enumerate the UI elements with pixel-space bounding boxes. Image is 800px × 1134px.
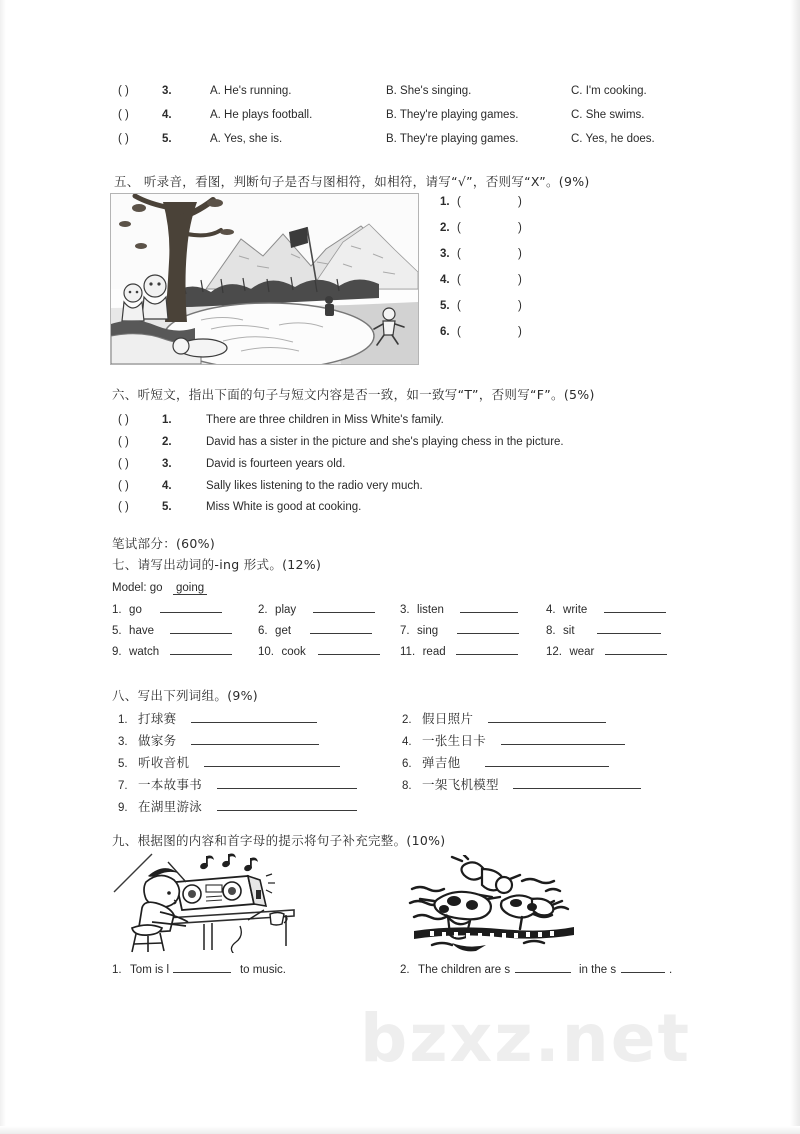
item-number: 1. xyxy=(112,604,122,616)
choice-a[interactable]: A. He's running. xyxy=(210,85,292,97)
answer-blank[interactable] xyxy=(204,755,340,767)
phrase-text: 一本故事书 xyxy=(138,777,203,792)
answer-blank[interactable] xyxy=(488,711,606,723)
answer-blank[interactable] xyxy=(605,643,667,655)
choice-b[interactable]: B. They're playing games. xyxy=(386,133,519,145)
answer-blank[interactable] xyxy=(604,601,666,613)
answer-bracket[interactable]: ( ) xyxy=(118,458,129,470)
item-number: 1. xyxy=(118,714,128,726)
section-nine-picture-left xyxy=(108,848,308,953)
item-number: 4. xyxy=(162,480,172,492)
phrase-item xyxy=(402,753,609,775)
item-number: 9. xyxy=(112,646,122,658)
sentence-before: Tom is l xyxy=(130,964,170,976)
sentence-after: . xyxy=(668,964,673,976)
verb-word: watch xyxy=(129,646,160,658)
item-number: 2. xyxy=(258,604,268,616)
answer-bracket[interactable]: ( ) xyxy=(118,414,129,426)
phrase-item xyxy=(118,775,357,797)
item-number: 7. xyxy=(400,625,410,637)
verb-word: play xyxy=(275,604,297,616)
item-number: 5. xyxy=(440,300,450,312)
answer-blank[interactable] xyxy=(457,622,519,634)
statement-text: David is fourteen years old. xyxy=(206,458,346,470)
phrase-item xyxy=(402,709,606,731)
verb-word: write xyxy=(563,604,588,616)
phrase-item xyxy=(118,797,357,819)
answer-bracket[interactable]: ( ) xyxy=(118,109,129,121)
verb-item xyxy=(546,642,667,662)
bracket-open[interactable]: ( xyxy=(457,248,461,260)
verb-item xyxy=(258,642,380,662)
answer-blank[interactable] xyxy=(501,733,625,745)
item-number: 5. xyxy=(162,133,172,145)
item-number: 10. xyxy=(258,646,274,658)
choice-c[interactable]: C. Yes, he does. xyxy=(571,133,655,145)
answer-blank[interactable] xyxy=(173,961,231,973)
answer-blank[interactable] xyxy=(217,777,357,789)
item-number: 8. xyxy=(402,780,412,792)
sentence-before: The children are s xyxy=(418,964,511,976)
item-number: 4. xyxy=(546,604,556,616)
item-number: 5. xyxy=(118,758,128,770)
model-line xyxy=(112,578,207,596)
bracket-open[interactable]: ( xyxy=(457,326,461,338)
item-number: 2. xyxy=(400,964,410,976)
park-lake-scene-icon xyxy=(111,194,418,364)
item-number: 3. xyxy=(162,85,172,97)
verb-item xyxy=(546,621,661,641)
choice-a[interactable]: A. He plays football. xyxy=(210,109,313,121)
verb-word: read xyxy=(422,646,446,658)
answer-bracket[interactable]: ( ) xyxy=(118,480,129,492)
choice-a[interactable]: A. Yes, she is. xyxy=(210,133,283,145)
verb-item xyxy=(400,600,518,620)
table-row xyxy=(118,414,718,434)
answer-blank[interactable] xyxy=(170,643,232,655)
item-number: 6. xyxy=(402,758,412,770)
statement-text: There are three children in Miss White's family. xyxy=(206,414,444,426)
item-number: 6. xyxy=(258,625,268,637)
written-part-label: 笔试部分：(60%) xyxy=(112,536,216,551)
answer-blank[interactable] xyxy=(485,755,609,767)
section-five-picture xyxy=(110,193,419,365)
phrase-text: 在湖里游泳 xyxy=(138,799,203,814)
verb-item xyxy=(546,600,666,620)
boy-listening-to-radio-icon xyxy=(108,848,308,953)
answer-blank[interactable] xyxy=(191,733,319,745)
table-row xyxy=(118,458,718,478)
section-nine-heading: 九、根据图的内容和首字母的提示将句子补充完整。(10%) xyxy=(112,833,446,848)
table-row xyxy=(118,501,718,521)
bracket-close[interactable]: ) xyxy=(518,274,522,286)
verb-word: cook xyxy=(281,646,306,658)
section-seven-heading: 七、请写出动词的-ing 形式。(12%) xyxy=(112,557,322,572)
verb-word: wear xyxy=(569,646,595,658)
item-number: 2. xyxy=(162,436,172,448)
verb-item xyxy=(258,621,372,641)
answer-bracket[interactable]: ( ) xyxy=(118,501,129,513)
phrase-text: 假日照片 xyxy=(422,711,474,726)
children-swimming-in-sea-icon xyxy=(404,855,584,955)
bracket-open[interactable]: ( xyxy=(457,274,461,286)
phrase-item xyxy=(402,775,641,797)
choice-b[interactable]: B. They're playing games. xyxy=(386,109,519,121)
item-number: 8. xyxy=(546,625,556,637)
answer-blank[interactable] xyxy=(456,643,518,655)
phrase-text: 一架飞机模型 xyxy=(422,777,499,792)
item-number: 11. xyxy=(400,646,416,658)
answer-blank[interactable] xyxy=(160,601,222,613)
bracket-open[interactable]: ( xyxy=(457,300,461,312)
item-number: 9. xyxy=(118,802,128,814)
verb-item xyxy=(258,600,375,620)
answer-blank[interactable] xyxy=(597,622,661,634)
section-eight-heading: 八、写出下列词组。(9%) xyxy=(112,688,258,703)
phrase-item xyxy=(118,709,317,731)
table-row xyxy=(118,133,718,151)
item-number: 4. xyxy=(440,274,450,286)
section-five-heading: 五、 听录音，看图，判断句子是否与图相符，如相符，请写“√”，否则写“X”。(9%) xyxy=(114,174,590,189)
phrase-text: 听收音机 xyxy=(138,755,190,770)
verb-word: sit xyxy=(563,625,575,637)
answer-blank[interactable] xyxy=(318,643,380,655)
item-number: 1. xyxy=(112,964,122,976)
sentence-middle: in the s xyxy=(579,964,617,976)
item-number: 2. xyxy=(440,222,450,234)
watermark: bzxz.net xyxy=(360,1000,692,1077)
answer-bracket[interactable]: ( ) xyxy=(118,436,129,448)
item-number: 3. xyxy=(118,736,128,748)
verb-item xyxy=(400,642,518,662)
item-number: 4. xyxy=(402,736,412,748)
answer-blank[interactable] xyxy=(170,622,232,634)
answer-blank[interactable] xyxy=(191,711,317,723)
model-label: Model: go xyxy=(112,582,163,594)
bracket-close[interactable]: ) xyxy=(518,300,522,312)
phrase-text: 一张生日卡 xyxy=(422,733,487,748)
item-number: 3. xyxy=(400,604,410,616)
bracket-close[interactable]: ) xyxy=(518,196,522,208)
answer-blank[interactable] xyxy=(460,601,518,613)
choice-b[interactable]: B. She's singing. xyxy=(386,85,472,97)
answer-bracket[interactable]: ( ) xyxy=(118,133,129,145)
phrase-text: 打球赛 xyxy=(138,711,177,726)
choice-c[interactable]: C. She swims. xyxy=(571,109,645,121)
bracket-close[interactable]: ) xyxy=(518,222,522,234)
verb-word: have xyxy=(129,625,154,637)
item-number: 5. xyxy=(112,625,122,637)
answer-blank[interactable] xyxy=(515,961,571,973)
item-number: 3. xyxy=(162,458,172,470)
answer-blank[interactable] xyxy=(513,777,641,789)
section-six-heading: 六、听短文，指出下面的句子与短文内容是否一致，如一致写“T”，否则写“F”。(5%) xyxy=(112,387,595,402)
answer-bracket[interactable]: ( ) xyxy=(118,85,129,97)
model-answer: going xyxy=(173,582,207,595)
choice-c[interactable]: C. I'm cooking. xyxy=(571,85,647,97)
verb-item xyxy=(112,600,222,620)
item-number: 3. xyxy=(440,248,450,260)
item-number: 1. xyxy=(162,414,172,426)
section-nine-sentence-1 xyxy=(112,960,286,978)
item-number: 1. xyxy=(440,196,450,208)
item-number: 5. xyxy=(162,501,172,513)
statement-text: Sally likes listening to the radio very much. xyxy=(206,480,423,492)
item-number: 7. xyxy=(118,780,128,792)
bracket-close[interactable]: ) xyxy=(518,248,522,260)
statement-text: Miss White is good at cooking. xyxy=(206,501,362,513)
sentence-after: to music. xyxy=(239,964,286,976)
phrase-item xyxy=(118,731,319,753)
verb-item xyxy=(112,621,232,641)
table-row xyxy=(118,480,718,500)
statement-text: David has a sister in the picture and she's playing chess in the picture. xyxy=(206,436,564,448)
phrase-item xyxy=(118,753,340,775)
bracket-open[interactable]: ( xyxy=(457,222,461,234)
phrase-text: 弹吉他 xyxy=(422,755,461,770)
table-row xyxy=(118,436,718,456)
verb-word: get xyxy=(275,625,292,637)
verb-item xyxy=(112,642,232,662)
item-number: 12. xyxy=(546,646,562,658)
section-nine-picture-right xyxy=(404,855,584,955)
bracket-open[interactable]: ( xyxy=(457,196,461,208)
answer-blank[interactable] xyxy=(310,622,372,634)
phrase-text: 做家务 xyxy=(138,733,177,748)
bracket-close[interactable]: ) xyxy=(518,326,522,338)
verb-word: go xyxy=(129,604,142,616)
item-number: 2. xyxy=(402,714,412,726)
verb-word: listen xyxy=(417,604,444,616)
verb-item xyxy=(400,621,519,641)
item-number: 6. xyxy=(440,326,450,338)
table-row xyxy=(118,109,718,127)
answer-blank[interactable] xyxy=(217,799,357,811)
table-row xyxy=(118,85,718,103)
answer-blank[interactable] xyxy=(621,961,665,973)
verb-word: sing xyxy=(417,625,439,637)
answer-blank[interactable] xyxy=(313,601,375,613)
section-nine-sentence-2 xyxy=(400,960,672,978)
phrase-item xyxy=(402,731,625,753)
item-number: 4. xyxy=(162,109,172,121)
